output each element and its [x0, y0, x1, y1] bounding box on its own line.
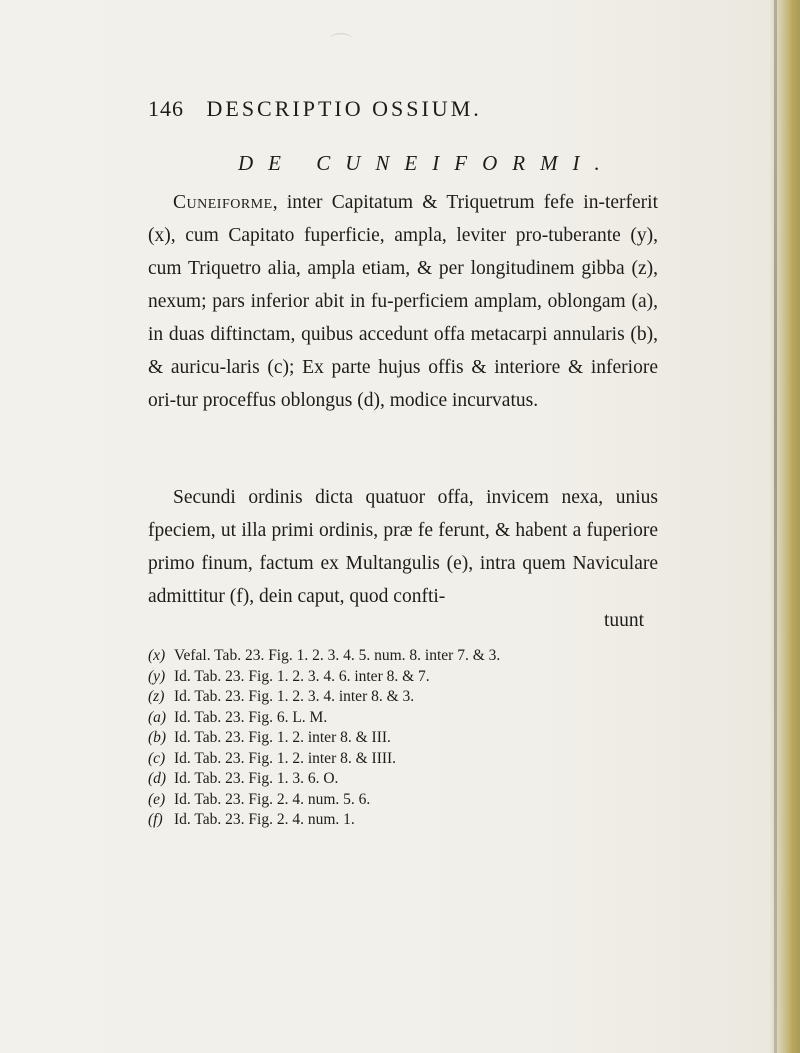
paragraph-cuneiforme: [148, 186, 658, 417]
paragraph-lead-word: Cuneiforme: [173, 192, 273, 213]
footnote: [148, 810, 668, 831]
footnote: [148, 646, 668, 667]
running-title: DESCRIPTIO OSSIUM.: [206, 96, 482, 121]
footnote-key: (b): [148, 729, 167, 746]
footnote-key: (x): [148, 647, 166, 664]
section-title: DE CUNEIFORMI.: [238, 151, 615, 175]
footnote-text: Id. Tab. 23. Fig. 1. 2. inter 8. & III.: [174, 729, 391, 746]
footnote: [148, 728, 668, 749]
paragraph-body: , inter Capitatum & Triquetrum fefe in-terferit (x), cum Capitato fuperficie, ampla, leviter pro-tuberante (y), cum Triquetro alia, ampla etiam, & per longitudinem gibba (z), nexum; pars inferior abit in fu-perficiem amplam, oblongam (a), in duas diftinctam, quibus accedunt offa metacarpi annularis (b), & auricu-laris (c); Ex parte hujus offis & interiore & inferiore ori-tur proceffus oblongus (d), modice incurvatus.: [148, 192, 658, 411]
footnote: [148, 790, 668, 811]
footnote-text: Id. Tab. 23. Fig. 1. 2. 3. 4. 6. inter 8. & 7.: [174, 667, 430, 685]
footnotes-list: [148, 646, 668, 831]
footnote-text: Id. Tab. 23. Fig. 1. 2. 3. 4. inter 8. & 3.: [174, 688, 415, 705]
footnote-text: Id. Tab. 23. Fig. 2. 4. num. 1.: [174, 811, 355, 828]
paragraph-secundi-ordinis: Secundi ordinis dicta quatuor offa, invicem nexa, unius fpeciem, ut illa primi ordinis, præ fe ferunt, & habent a fuperiore primo finum, factum ex Multangulis (e), intra quem Naviculare admittitur (f), dein caput, quod confti-: [148, 487, 658, 607]
footnote: [148, 667, 668, 688]
footnote-text: Id. Tab. 23. Fig. 1. 3. 6. O.: [174, 770, 339, 787]
footnote: [148, 708, 668, 729]
footnote-text: Vefal. Tab. 23. Fig. 1. 2. 3. 4. 5. num. 8. inter 7. & 3.: [174, 647, 501, 664]
footnote-key: (z): [148, 688, 165, 705]
footnote-text: Id. Tab. 23. Fig. 2. 4. num. 5. 6.: [174, 790, 371, 808]
footnote-text: Id. Tab. 23. Fig. 1. 2. inter 8. & IIII.: [174, 749, 397, 767]
footnote: [148, 749, 668, 770]
footnote: [148, 769, 668, 790]
footnote-key: (f): [148, 811, 163, 828]
footnote: [148, 687, 668, 708]
footnote-key: (d): [148, 770, 167, 787]
footnote-text: Id. Tab. 23. Fig. 6. L. M.: [174, 708, 328, 726]
footnote-key: (y): [148, 667, 166, 685]
footnote-key: (e): [148, 790, 166, 808]
faint-bleedthrough-mark: ⌒: [330, 32, 353, 57]
catchword: tuunt: [604, 610, 645, 631]
footnote-key: (c): [148, 749, 166, 767]
footnote-key: (a): [148, 708, 167, 726]
book-spine-edge: [770, 0, 800, 1053]
running-header: [148, 96, 482, 122]
page-number: 146: [148, 96, 184, 121]
